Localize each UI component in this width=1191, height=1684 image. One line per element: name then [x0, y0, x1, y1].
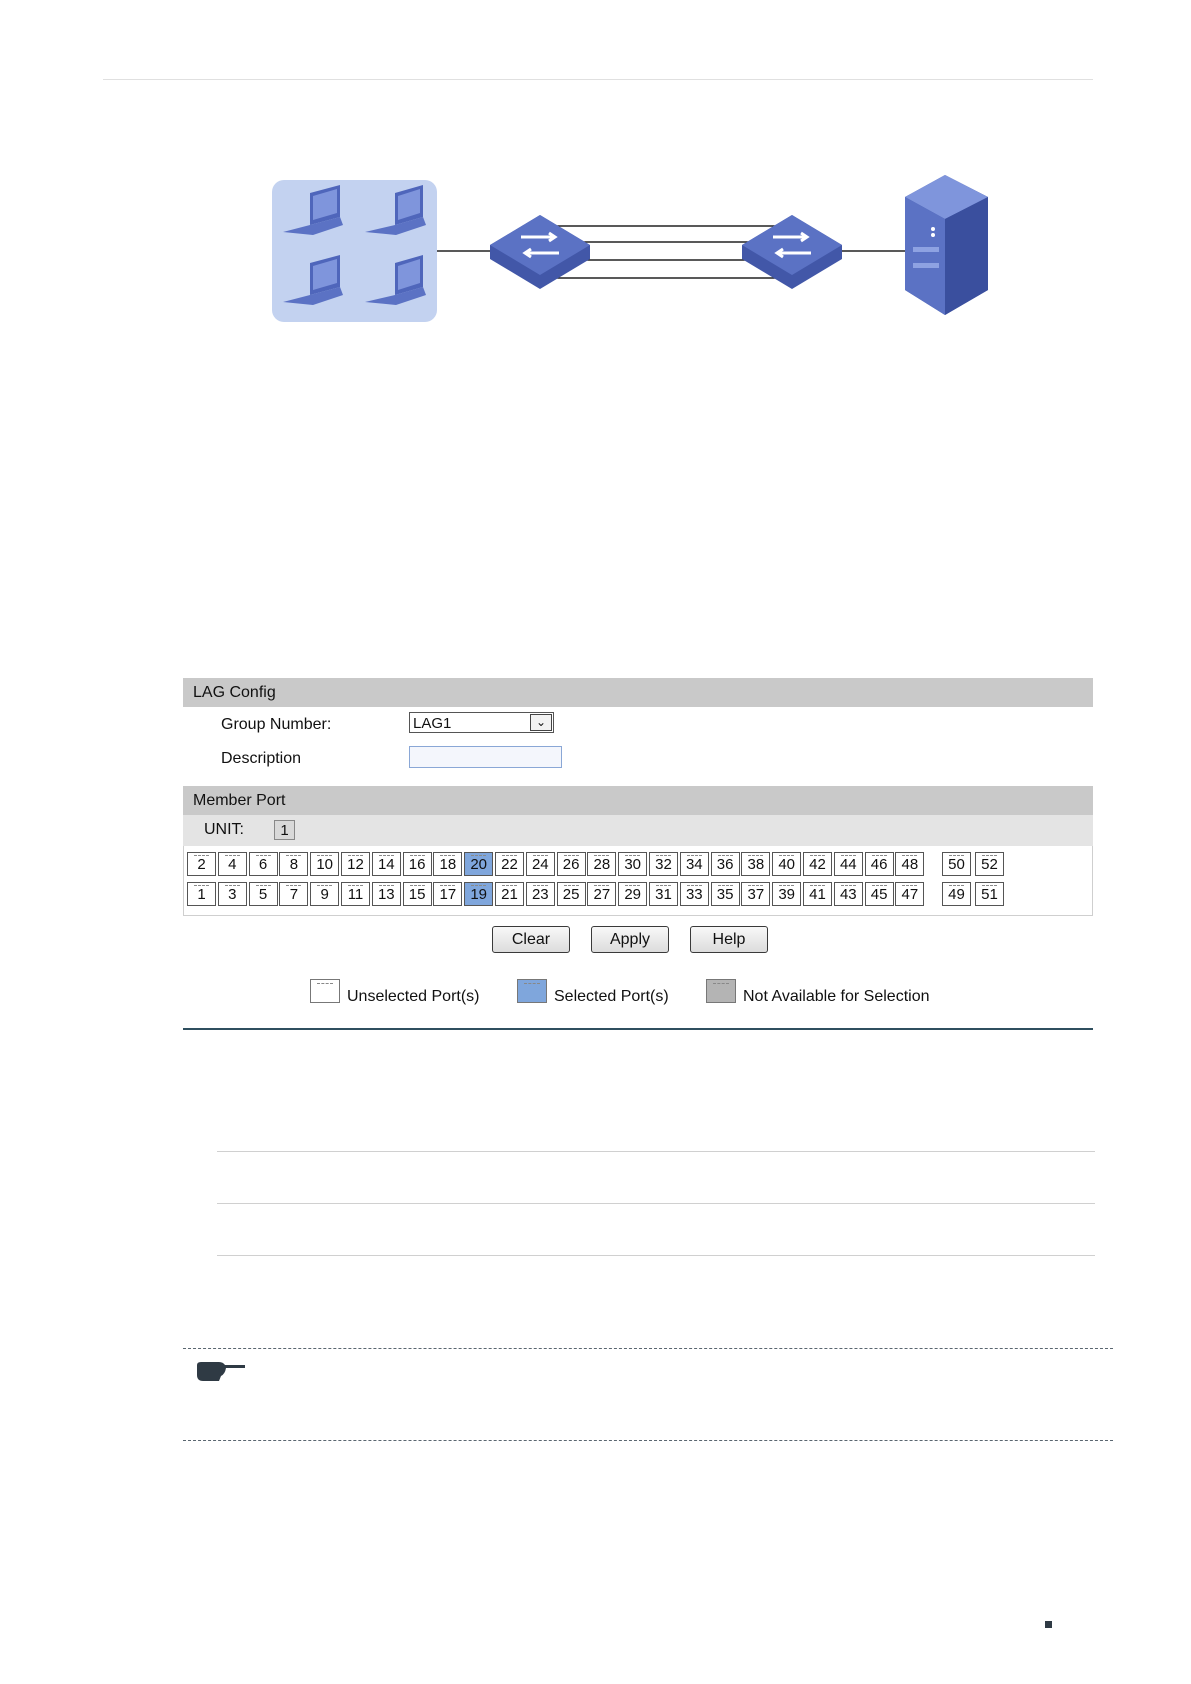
port-51[interactable]: 51 — [975, 882, 1004, 906]
lag-config-header: LAG Config — [183, 678, 1093, 707]
table-rule — [217, 1255, 1095, 1256]
port-11[interactable]: 11 — [341, 882, 370, 906]
port-16[interactable]: 16 — [403, 852, 432, 876]
panel-bottom-rule — [183, 1028, 1093, 1030]
topology-diagram — [265, 175, 1025, 335]
port-13[interactable]: 13 — [372, 882, 401, 906]
port-39[interactable]: 39 — [772, 882, 801, 906]
clear-button[interactable]: Clear — [492, 926, 570, 953]
port-23[interactable]: 23 — [526, 882, 555, 906]
group-number-value: LAG1 — [413, 715, 452, 732]
port-43[interactable]: 43 — [834, 882, 863, 906]
port-27[interactable]: 27 — [587, 882, 616, 906]
unselected-port-icon — [310, 979, 340, 1003]
port-21[interactable]: 21 — [495, 882, 524, 906]
port-33[interactable]: 33 — [680, 882, 709, 906]
port-47[interactable]: 47 — [895, 882, 924, 906]
port-1[interactable]: 1 — [187, 882, 216, 906]
port-31[interactable]: 31 — [649, 882, 678, 906]
port-24[interactable]: 24 — [526, 852, 555, 876]
button-row — [183, 916, 1093, 964]
port-26[interactable]: 26 — [557, 852, 586, 876]
group-number-select[interactable] — [409, 712, 554, 733]
legend-not-available-label: Not Available for Selection — [743, 988, 930, 1005]
unit-button[interactable]: 1 — [274, 820, 295, 840]
port-18[interactable]: 18 — [433, 852, 462, 876]
port-48[interactable]: 48 — [895, 852, 924, 876]
port-10[interactable]: 10 — [310, 852, 339, 876]
port-20[interactable]: 20 — [464, 852, 493, 876]
port-22[interactable]: 22 — [495, 852, 524, 876]
port-17[interactable]: 17 — [433, 882, 462, 906]
group-number-label: Group Number: — [221, 716, 332, 733]
port-4[interactable]: 4 — [218, 852, 247, 876]
port-49[interactable]: 49 — [942, 882, 971, 906]
port-9[interactable]: 9 — [310, 882, 339, 906]
lag-config-panel — [183, 678, 1093, 1030]
port-6[interactable]: 6 — [249, 852, 278, 876]
port-15[interactable]: 15 — [403, 882, 432, 906]
help-button[interactable]: Help — [690, 926, 768, 953]
table-rule — [217, 1151, 1095, 1152]
member-port-header: Member Port — [183, 786, 1093, 815]
port-3[interactable]: 3 — [218, 882, 247, 906]
port-25[interactable]: 25 — [557, 882, 586, 906]
port-40[interactable]: 40 — [772, 852, 801, 876]
port-19[interactable]: 19 — [464, 882, 493, 906]
port-34[interactable]: 34 — [680, 852, 709, 876]
unit-bar — [183, 815, 1093, 846]
pointing-hand-icon — [195, 1359, 247, 1383]
port-7[interactable]: 7 — [279, 882, 308, 906]
port-44[interactable]: 44 — [834, 852, 863, 876]
description-label: Description — [221, 750, 302, 767]
port-37[interactable]: 37 — [741, 882, 770, 906]
description-row — [183, 741, 1093, 775]
port-41[interactable]: 41 — [803, 882, 832, 906]
port-28[interactable]: 28 — [587, 852, 616, 876]
legend-unselected-label: Unselected Port(s) — [347, 988, 480, 1005]
port-38[interactable]: 38 — [741, 852, 770, 876]
port-2[interactable]: 2 — [187, 852, 216, 876]
port-46[interactable]: 46 — [865, 852, 894, 876]
note-top-border — [183, 1348, 1113, 1349]
port-29[interactable]: 29 — [618, 882, 647, 906]
port-14[interactable]: 14 — [372, 852, 401, 876]
port-35[interactable]: 35 — [711, 882, 740, 906]
port-panel — [183, 846, 1093, 916]
port-12[interactable]: 12 — [341, 852, 370, 876]
note-bottom-border — [183, 1440, 1113, 1441]
port-52[interactable]: 52 — [975, 852, 1004, 876]
port-8[interactable]: 8 — [279, 852, 308, 876]
chevron-down-icon[interactable]: ⌄ — [530, 714, 552, 731]
description-input[interactable] — [409, 746, 562, 768]
port-50[interactable]: 50 — [942, 852, 971, 876]
server-icon — [905, 175, 988, 315]
port-36[interactable]: 36 — [711, 852, 740, 876]
apply-button[interactable]: Apply — [591, 926, 669, 953]
port-legend — [183, 964, 1093, 1022]
port-45[interactable]: 45 — [865, 882, 894, 906]
unit-label: UNIT: — [204, 821, 244, 838]
port-5[interactable]: 5 — [249, 882, 278, 906]
selected-port-icon — [517, 979, 547, 1003]
header-rule — [103, 79, 1093, 80]
footer-marker — [1045, 1621, 1052, 1628]
unavailable-port-icon — [706, 979, 736, 1003]
port-42[interactable]: 42 — [803, 852, 832, 876]
table-rule — [217, 1203, 1095, 1204]
port-30[interactable]: 30 — [618, 852, 647, 876]
port-32[interactable]: 32 — [649, 852, 678, 876]
legend-selected-label: Selected Port(s) — [554, 988, 669, 1005]
group-number-row — [183, 707, 1093, 741]
